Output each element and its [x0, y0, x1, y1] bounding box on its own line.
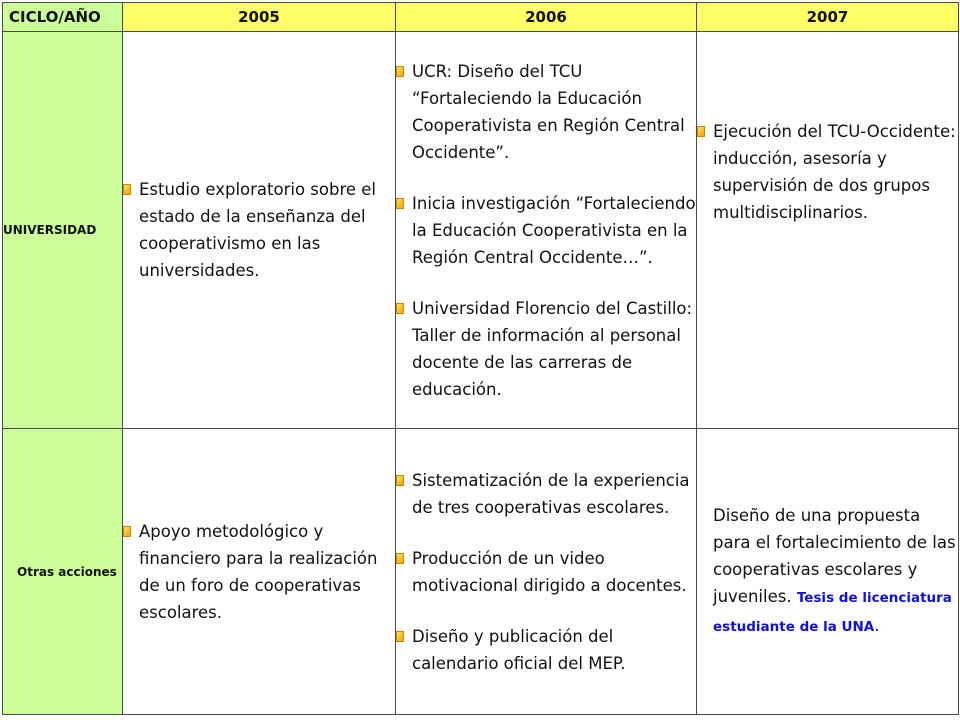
item-text: Ejecución del TCU-Occidente: inducción, asesoría y supervisión de dos grupos multidisciplinarios. [713, 122, 956, 222]
cell-universidad-2006 [396, 32, 697, 429]
cell-universidad-2007 [697, 32, 959, 429]
thesis-trailing: . [874, 616, 880, 635]
item-text: Estudio exploratorio sobre el estado de la enseñanza del cooperativismo en las universidades. [139, 180, 377, 280]
header-row [3, 3, 959, 32]
header-year-2006: 2006 [396, 3, 697, 32]
square-bullet-icon [396, 198, 404, 209]
list-item [697, 502, 958, 641]
list-item [396, 623, 696, 677]
row-universidad [3, 32, 959, 429]
header-corner: CICLO/AÑO [3, 3, 123, 32]
header-year-2005: 2005 [123, 3, 396, 32]
square-bullet-icon [396, 553, 404, 564]
item-text: UCR: Diseño del TCU “Fortaleciendo la Educación Cooperativista en Región Central Occidente”. [412, 61, 685, 162]
row-label-universidad: UNIVERSIDAD [3, 32, 123, 429]
cell-otras-2007 [697, 429, 959, 715]
square-bullet-icon [697, 126, 705, 137]
cell-universidad-2005 [123, 32, 396, 429]
square-bullet-icon [396, 475, 404, 486]
item-text: Diseño y publicación del calendario oficial del MEP. [412, 626, 626, 673]
square-bullet-icon [123, 526, 131, 537]
square-bullet-icon [396, 303, 404, 314]
thesis-note: Tesis de licenciatura estudiante de la UNA [713, 590, 952, 635]
item-text: Diseño de una propuesta para el fortalecimiento de las cooperativas escolares y juveniles. [713, 506, 956, 606]
list-item [396, 58, 696, 166]
cooperative-actions-table [2, 2, 959, 715]
item-text: Producción de un video motivacional dirigido a docentes. [412, 548, 687, 595]
list-item [123, 176, 395, 284]
cell-otras-2005 [123, 429, 396, 715]
row-otras-acciones [3, 429, 959, 715]
cell-otras-2006 [396, 429, 697, 715]
list-item [123, 518, 395, 626]
item-text: Inicia investigación “Fortaleciendo la Educación Cooperativista en la Región Central Occidente…”. [412, 193, 696, 267]
row-label-otras-acciones: Otras acciones [3, 429, 123, 715]
list-item [396, 190, 696, 271]
list-item [396, 295, 696, 403]
square-bullet-icon [396, 66, 404, 77]
list-item [697, 118, 958, 226]
item-text: Sistematización de la experiencia de tres cooperativas escolares. [412, 470, 690, 517]
item-text: Universidad Florencio del Castillo: Taller de información al personal docente de las carreras de educación. [412, 298, 693, 399]
square-bullet-icon [123, 184, 131, 195]
item-text: Apoyo metodológico y financiero para la realización de un foro de cooperativas escolares. [139, 521, 378, 622]
list-item [396, 545, 696, 599]
square-bullet-icon [396, 631, 404, 642]
list-item [396, 467, 696, 521]
header-year-2007: 2007 [697, 3, 959, 32]
